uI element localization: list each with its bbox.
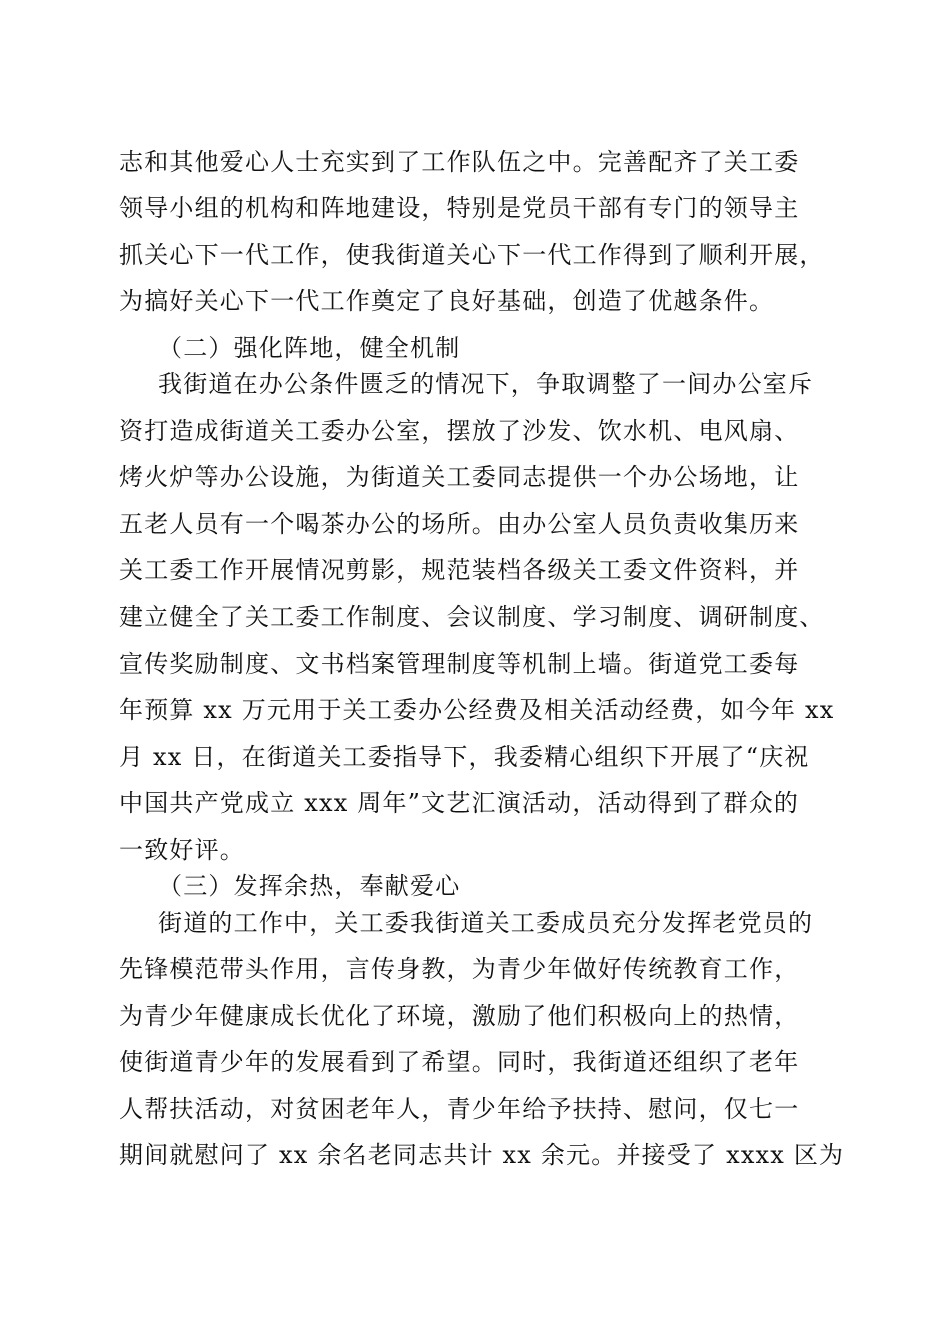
body-text-line: 烤火炉等办公设施，为街道关工委同志提供一个办公场地，让 (119, 463, 800, 491)
paragraph-first-line: 街道的工作中，关工委我街道关工委成员充分发挥老党员的 (158, 909, 814, 937)
body-text-line: 抓关心下一代工作，使我街道关心下一代工作得到了顺利开展， (119, 241, 825, 269)
section-heading: （二）强化阵地，健全机制 (158, 334, 461, 362)
body-text-line: 五老人员有一个喝茶办公的场所。由办公室人员负责收集历来 (119, 510, 800, 538)
body-text-line: 人帮扶活动，对贫困老年人，青少年给予扶持、慰问，仅七一 (119, 1095, 800, 1123)
body-text-line: 领导小组的机构和阵地建设，特别是党员干部有专门的领导主 (119, 194, 800, 222)
body-text-line: 为青少年健康成长优化了环境，激励了他们积极向上的热情， (119, 1002, 800, 1030)
body-text-line: 关工委工作开展情况剪影，规范装档各级关工委文件资料，并 (119, 556, 800, 584)
body-text-line: 月 xx 日，在街道关工委指导下，我委精心组织下开展了“庆祝 (119, 743, 810, 771)
body-text-line: 志和其他爱心人士充实到了工作队伍之中。完善配齐了关工委 (119, 148, 800, 176)
section-heading: （三）发挥余热，奉献爱心 (158, 872, 461, 900)
body-text-line: 期间就慰问了 xx 余名老同志共计 xx 余元。并接受了 xxxx 区为 (119, 1141, 845, 1169)
paragraph-first-line: 我街道在办公条件匮乏的情况下，争取调整了一间办公室斥 (158, 370, 814, 398)
body-text-line: 资打造成街道关工委办公室，摆放了沙发、饮水机、电风扇、 (119, 417, 800, 445)
body-text-line: 中国共产党成立 xxx 周年”文艺汇演活动，活动得到了群众的 (119, 789, 800, 817)
body-text-line: 建立健全了关工委工作制度、会议制度、学习制度、调研制度、 (119, 603, 825, 631)
body-text-line: 为搞好关心下一代工作奠定了良好基础，创造了优越条件。 (119, 287, 775, 315)
body-text-line: 宣传奖励制度、文书档案管理制度等机制上墙。街道党工委每 (119, 650, 800, 678)
body-text-line: 先锋模范带头作用，言传身教，为青少年做好传统教育工作， (119, 955, 800, 983)
body-text-line: 使街道青少年的发展看到了希望。同时，我街道还组织了老年 (119, 1048, 800, 1076)
body-text-line: 一致好评。 (119, 836, 245, 864)
body-text-line: 年预算 xx 万元用于关工委办公经费及相关活动经费，如今年 xx (119, 696, 835, 724)
